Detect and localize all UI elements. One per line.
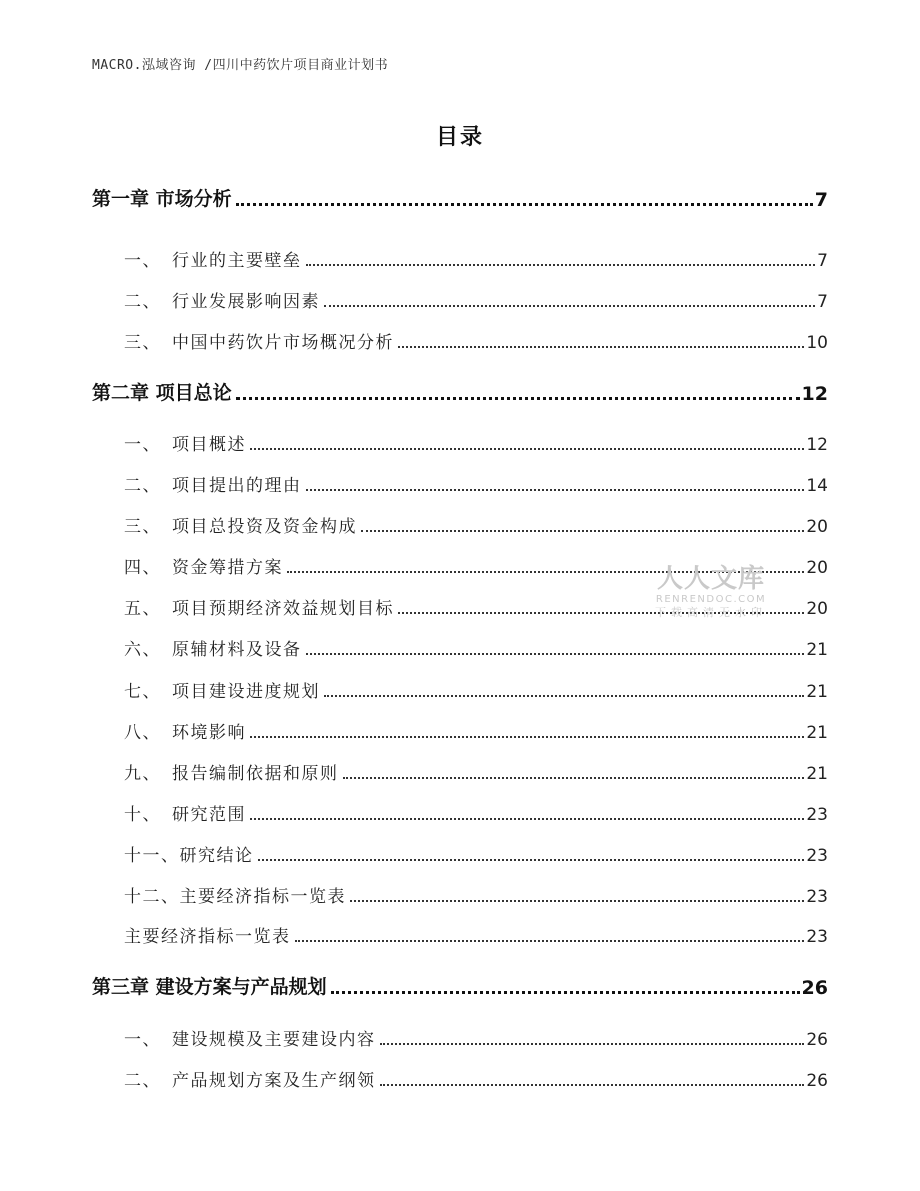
toc-entry-label <box>92 1066 376 1091</box>
toc-section-entry[interactable] <box>92 841 828 866</box>
toc-section-entry[interactable] <box>92 922 828 947</box>
toc-section-entry[interactable] <box>92 677 828 702</box>
toc-entry-text: 产品规划方案及生产纲领 <box>172 1071 376 1091</box>
toc-entry-label <box>92 882 346 907</box>
toc-entry-label <box>92 800 246 825</box>
toc-page-number: 20 <box>806 517 828 537</box>
toc-chapter-entry[interactable] <box>92 378 828 405</box>
toc-section-entry[interactable] <box>92 1025 828 1050</box>
dot-leader <box>350 900 804 902</box>
toc-entry-text: 项目提出的理由 <box>172 476 302 496</box>
toc-page-number: 20 <box>806 599 828 619</box>
toc-section-entry[interactable] <box>92 471 828 496</box>
toc-entry-label <box>92 553 283 578</box>
toc-entry-label <box>92 677 320 702</box>
toc-entry-number: 二、 <box>124 292 161 312</box>
toc-section-entry[interactable] <box>92 635 828 660</box>
toc-section-entry[interactable] <box>92 246 828 271</box>
toc-entry-label <box>92 594 394 619</box>
toc-entry-label <box>92 635 302 660</box>
toc-entry-label: 第一章 市场分析 <box>92 188 232 210</box>
toc-section-entry[interactable] <box>92 287 828 312</box>
dot-leader <box>306 489 805 491</box>
toc-entry-text: 原辅材料及设备 <box>172 640 302 660</box>
toc-page-number: 23 <box>806 846 828 866</box>
toc-section-entry[interactable] <box>92 430 828 455</box>
toc-entry-label <box>92 471 302 496</box>
toc-entry-label <box>92 328 394 353</box>
toc-page-number: 7 <box>817 251 828 271</box>
toc-section-entry[interactable] <box>92 800 828 825</box>
dot-leader <box>250 448 804 450</box>
toc-page-number: 14 <box>806 476 828 496</box>
toc-page-number: 20 <box>806 558 828 578</box>
dot-leader <box>398 346 804 348</box>
toc-entry-label <box>92 718 246 743</box>
toc-page-number: 26 <box>806 1071 828 1091</box>
toc-entry-number: 六、 <box>124 640 161 660</box>
dot-leader <box>380 1084 805 1086</box>
watermark-logo: 人人文库 <box>656 564 765 594</box>
toc-title: 目录 <box>435 125 484 150</box>
toc-section-entry[interactable] <box>92 328 828 353</box>
toc-entry-number: 十、 <box>124 805 161 825</box>
toc-entry-number: 四、 <box>124 558 161 578</box>
toc-page-number: 23 <box>806 805 828 825</box>
toc-entry-number: 三、 <box>124 517 161 537</box>
toc-entry-text: 项目概述 <box>172 435 246 455</box>
toc-page-number: 12 <box>806 435 828 455</box>
toc-entry-label <box>92 246 302 271</box>
toc-entry-number: 三、 <box>124 333 161 353</box>
toc-entry-text: 主要经济指标一览表 <box>179 887 346 907</box>
toc-entry-text: 项目预期经济效益规划目标 <box>172 599 394 619</box>
toc-section-entry[interactable] <box>92 759 828 784</box>
toc-entry-label <box>92 512 357 537</box>
toc-page-number: 12 <box>801 383 828 405</box>
dot-leader <box>236 203 813 206</box>
toc-page-number: 21 <box>806 640 828 660</box>
toc-entry-text: 资金筹措方案 <box>172 558 283 578</box>
toc-entry-label <box>92 841 254 866</box>
toc-page-number: 23 <box>806 887 828 907</box>
watermark-tagline: 下载高清无水印 <box>655 606 767 619</box>
dot-leader <box>250 818 804 820</box>
toc-entry-label <box>92 1025 376 1050</box>
toc-entry-label: 主要经济指标一览表 <box>124 927 291 947</box>
toc-page-number: 21 <box>806 682 828 702</box>
toc-entry-number: 五、 <box>124 599 161 619</box>
toc-entry-number: 二、 <box>124 476 161 496</box>
dot-leader <box>250 736 804 738</box>
toc-entry-text: 研究范围 <box>172 805 246 825</box>
toc-entry-text: 建设规模及主要建设内容 <box>172 1030 376 1050</box>
watermark <box>646 564 776 620</box>
toc-entry-number: 十一、 <box>124 846 180 866</box>
dot-leader <box>361 530 804 532</box>
toc-entry-label <box>92 759 339 784</box>
toc-page-number: 21 <box>806 764 828 784</box>
toc-entry-number: 九、 <box>124 764 161 784</box>
toc-page-number: 7 <box>814 189 828 211</box>
dot-leader <box>258 859 805 861</box>
toc-entry-text: 环境影响 <box>172 723 246 743</box>
dot-leader <box>324 695 804 697</box>
toc-entry-text: 项目总投资及资金构成 <box>172 517 357 537</box>
toc-entry-number: 十二、 <box>124 887 180 907</box>
toc-entry-text: 报告编制依据和原则 <box>172 764 339 784</box>
toc-entry-number: 八、 <box>124 723 161 743</box>
toc-entry-number: 一、 <box>124 251 161 271</box>
toc-entry-text: 行业的主要壁垒 <box>172 251 302 271</box>
toc-entry-text: 行业发展影响因素 <box>172 292 320 312</box>
dot-leader <box>295 940 805 942</box>
dot-leader <box>380 1043 805 1045</box>
document-header: MACRO.泓域咨询 /四川中药饮片项目商业计划书 <box>92 58 389 73</box>
dot-leader <box>306 264 816 266</box>
toc-entry-number: 一、 <box>124 1030 161 1050</box>
toc-entry-text: 研究结论 <box>179 846 254 866</box>
toc-page-number: 26 <box>806 1030 828 1050</box>
toc-entry-label <box>92 430 246 455</box>
toc-section-entry[interactable] <box>92 512 828 537</box>
toc-section-entry[interactable] <box>92 1066 828 1091</box>
toc-entry-text: 项目建设进度规划 <box>172 682 320 702</box>
toc-page-number: 23 <box>806 927 828 947</box>
toc-entry-label: 第二章 项目总论 <box>92 382 232 404</box>
toc-entry-text: 中国中药饮片市场概况分析 <box>172 333 394 353</box>
toc-page-number: 10 <box>806 333 828 353</box>
toc-entry-label <box>92 287 320 312</box>
toc-page-number: 21 <box>806 723 828 743</box>
toc-entry-number: 二、 <box>124 1071 161 1091</box>
toc-section-entry[interactable] <box>92 882 828 907</box>
dot-leader <box>236 397 800 400</box>
toc-page-number: 26 <box>801 977 828 999</box>
dot-leader <box>343 777 805 779</box>
toc-entry-label: 第三章 建设方案与产品规划 <box>92 976 327 998</box>
toc-section-entry[interactable] <box>92 718 828 743</box>
toc-page-number: 7 <box>817 292 828 312</box>
dot-leader <box>331 991 800 994</box>
watermark-domain: RENRENDOC.COM <box>655 594 767 605</box>
dot-leader <box>324 305 815 307</box>
dot-leader <box>306 653 805 655</box>
toc-entry-number: 七、 <box>124 682 161 702</box>
toc-entry-number: 一、 <box>124 435 161 455</box>
toc-chapter-entry[interactable] <box>92 184 828 211</box>
toc-chapter-entry[interactable] <box>92 972 828 999</box>
